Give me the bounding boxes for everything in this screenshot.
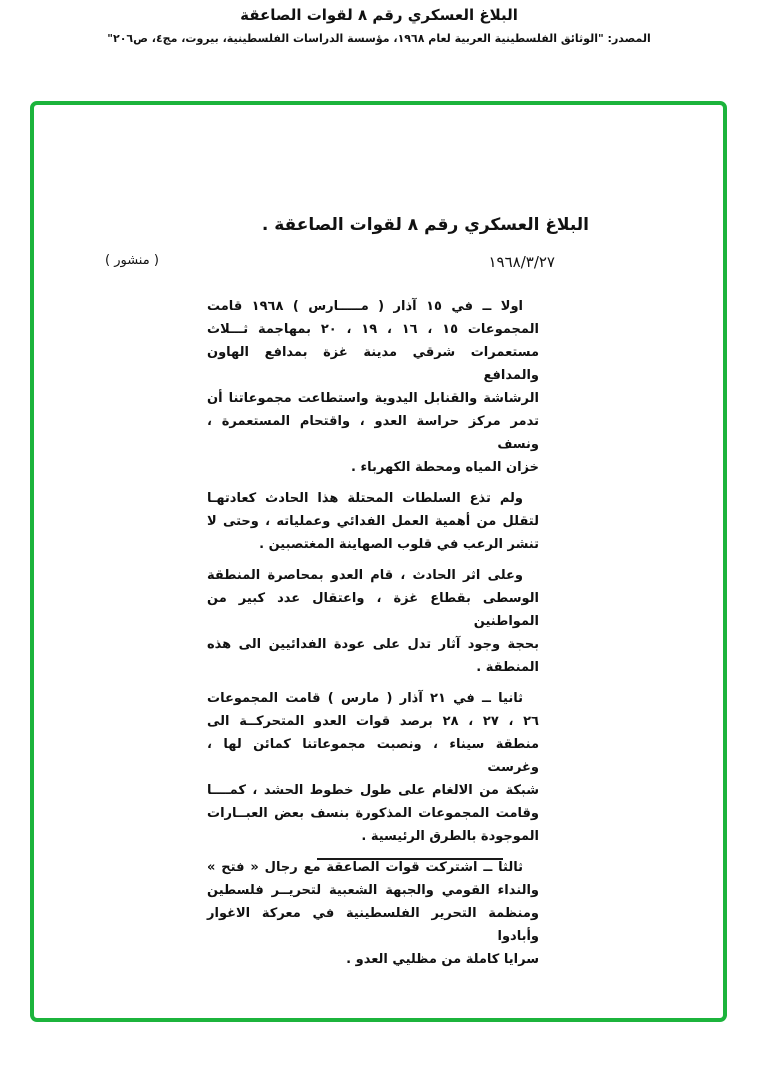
text-line: الوسطى بقطاع غزة ، واعتقال عدد كبير من المواطنين bbox=[207, 591, 539, 629]
text-line: تنشر الرعب في قلوب الصهاينة المغتصبين . bbox=[259, 537, 539, 552]
text-line: ولم تذع السلطات المحتلة هذا الحادث كعادتهـا bbox=[207, 491, 523, 506]
page-title: البلاغ العسكري رقم ٨ لقوات الصاعقة bbox=[240, 6, 518, 24]
text-line: لتقلل من أهمية العمل الفدائي وعملياته ، وحتى لا bbox=[207, 514, 539, 529]
text-line: خزان المياه ومحطة الكهرباء . bbox=[351, 460, 539, 475]
text-line: ثانيا ــ في ٢١ آذار ( مارس ) قامت المجموعات bbox=[207, 691, 523, 706]
text-line: مستعمرات شرقي مدينة غزة بمدافع الهاون والمدافع bbox=[207, 345, 539, 383]
text-line: بحجة وجود آثار تدل على عودة الفدائيين الى هذه bbox=[207, 637, 539, 652]
document-body bbox=[207, 295, 539, 979]
source-citation: المصدر: "الوثائق الفلسطينية العربية لعام ١٩٦٨، مؤسسة الدراسات الفلسطينية، بيروت، مج٤، ص٢٠٦" bbox=[107, 32, 651, 45]
document-date: ١٩٦٨/٣/٢٧ bbox=[488, 253, 555, 271]
paragraph bbox=[207, 564, 539, 679]
text-line: الرشاشة والقنابل اليدوية واستطاعت مجموعاتنا أن bbox=[207, 391, 539, 406]
text-line: المجموعات ١٥ ، ١٦ ، ١٩ ، ٢٠ بمهاجمة ثـــلاث bbox=[207, 322, 539, 337]
text-line: والنداء القومي والجبهة الشعبية لتحريــر فلسطين bbox=[207, 883, 539, 898]
publication-note: ( منشور ) bbox=[105, 253, 159, 268]
paragraph bbox=[207, 856, 539, 971]
text-line: شبكة من الالغام على طول خطوط الحشد ، كمــــا bbox=[207, 783, 539, 798]
text-line: ٢٦ ، ٢٧ ، ٢٨ برصد قوات العدو المتحركــة الى bbox=[207, 714, 539, 729]
text-line: وقامت المجموعات المذكورة بنسف بعض العبــارات bbox=[207, 806, 539, 821]
page-header bbox=[0, 6, 758, 45]
document-title: البلاغ العسكري رقم ٨ لقوات الصاعقة . bbox=[261, 215, 589, 235]
paragraph bbox=[207, 487, 539, 556]
text-line: اولا ــ في ١٥ آذار ( مـــــارس ) ١٩٦٨ قامت bbox=[207, 299, 523, 314]
paragraph bbox=[207, 295, 539, 479]
text-line: سرايا كاملة من مظليي العدو . bbox=[346, 952, 539, 967]
text-line: ومنظمة التحرير الفلسطينية في معركة الاغوار وأبادوا bbox=[207, 906, 539, 944]
text-line: منطقة سيناء ، ونصبت مجموعاتنا كمائن لها ، وغرست bbox=[207, 737, 539, 775]
text-line: ثالثا ــ اشتركت قوات الصاعقة مع رجال « فتح » bbox=[207, 860, 523, 875]
text-line: وعلى اثر الحادث ، قام العدو بمحاصرة المنطقة bbox=[207, 568, 523, 583]
text-line: المنطقة . bbox=[476, 660, 539, 675]
paragraph bbox=[207, 687, 539, 848]
document-frame bbox=[30, 101, 727, 1022]
text-line: الموجودة بالطرق الرئيسية . bbox=[361, 829, 539, 844]
text-line: تدمر مركز حراسة العدو ، واقتحام المستعمرة ، ونسف bbox=[207, 414, 539, 452]
separator-line bbox=[317, 858, 503, 860]
